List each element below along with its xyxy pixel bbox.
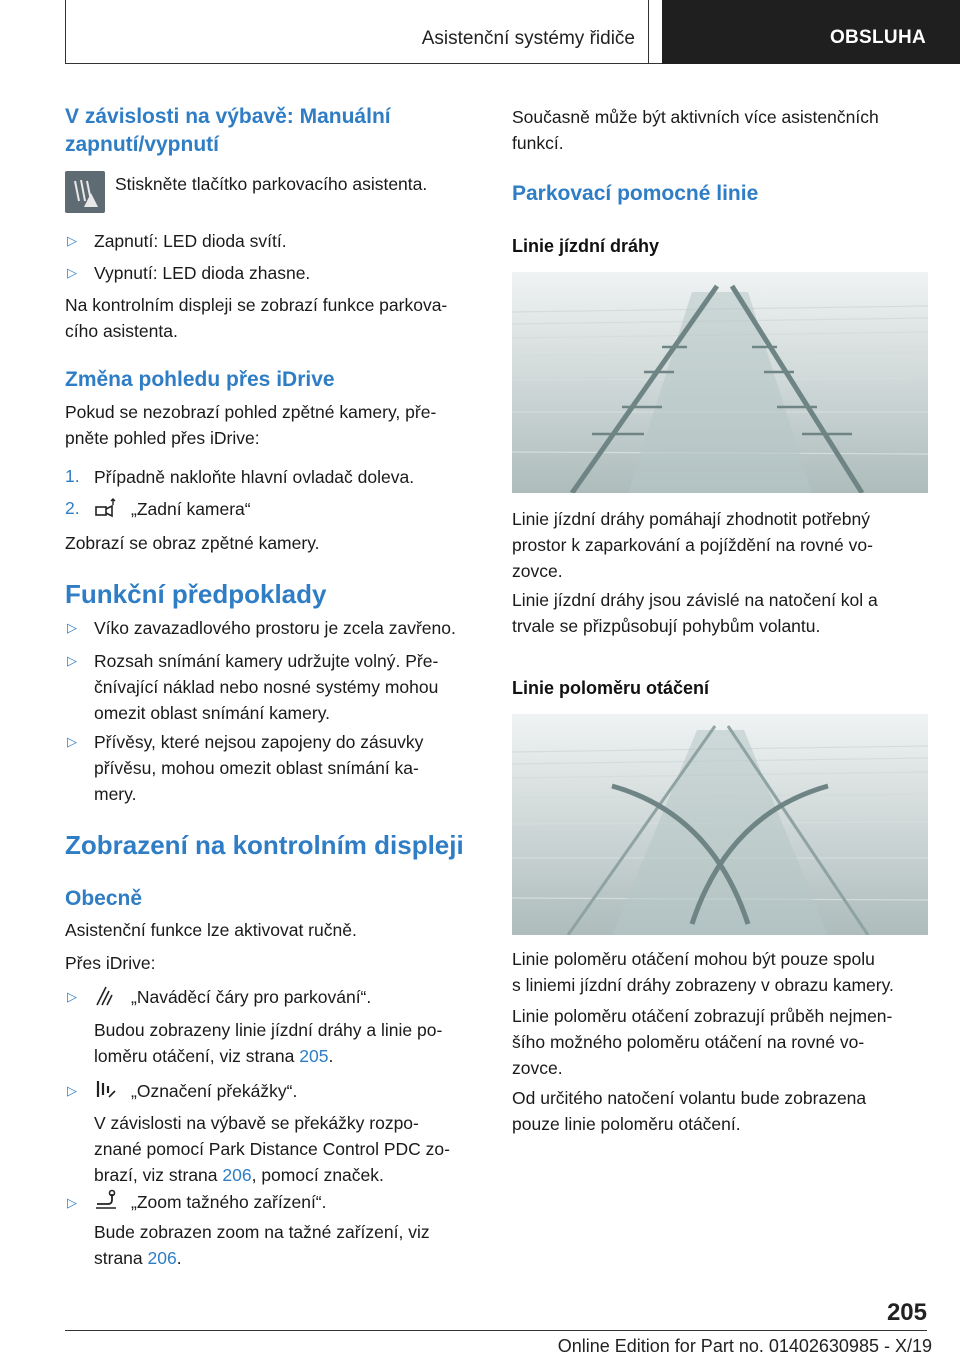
triangle-bullet-icon: ▷ <box>67 233 77 248</box>
func-req-3-line3: mery. <box>94 784 137 804</box>
turning-radius-line4: šího možného poloměru otáčení na rovné vo‐ <box>512 1032 865 1052</box>
turning-radius-line5: zovce. <box>512 1058 563 1078</box>
lane-lines-line1: Linie jízdní dráhy pomáhají zhodnotit potřebný <box>512 509 871 529</box>
option-tow-zoom-line1: Bude zobrazen zoom na tažné zařízení, viz <box>94 1222 430 1242</box>
heading-parking-lines: Parkovací pomocné linie <box>512 182 759 205</box>
chapter-tab-label: OBSLUHA <box>829 27 926 48</box>
triangle-bullet-icon: ▷ <box>67 265 77 280</box>
lane-lines-line4: Linie jízdní dráhy jsou závislé na natočení kol a <box>512 590 878 610</box>
option-obstacle-line2: znané pomocí Park Distance Control PDC zo‐ <box>94 1139 450 1159</box>
step2-text: „Zadní kamera“ <box>131 499 251 519</box>
heading-manual-onoff <box>65 103 391 159</box>
idrive-text-line1: Pokud se nezobrazí pohled zpětné kamery, pře‐ <box>65 402 437 422</box>
option-guide-lines-line1: Budou zobrazeny linie jízdní dráhy a linie po‐ <box>94 1020 443 1040</box>
bullet-led-off: Vypnutí: LED dioda zhasne. <box>94 263 311 283</box>
page-link-206[interactable]: 206 <box>222 1165 252 1185</box>
step1-number: 1. <box>65 466 80 486</box>
triangle-bullet-icon: ▷ <box>67 1083 77 1098</box>
intro-text <box>512 104 879 156</box>
obstacle-marking-icon <box>94 1077 118 1106</box>
lane-lines-text-2 <box>512 587 878 639</box>
display-text-line1: Na kontrolním displeji se zobrazí funkce parkova‐ <box>65 295 448 315</box>
press-button-text: Stiskněte tlačítko parkovacího asistenta. <box>115 174 428 194</box>
lane-lines-line3: zovce. <box>512 561 563 581</box>
page-number: 205 <box>886 1299 927 1326</box>
turning-radius-text-2 <box>512 1003 892 1081</box>
chapter-tab <box>662 0 960 64</box>
option-guide-lines-title: „Naváděcí čáry pro parkování“. <box>131 987 372 1007</box>
turning-radius-line2: s liniemi jízdní dráhy zobrazeny v obrazu kamery. <box>512 975 894 995</box>
func-req-2-line2: čnívající náklad nebo nosné systémy mohou <box>94 677 439 697</box>
option-obstacle-line3 <box>94 1162 450 1188</box>
general-text-2: Přes iDrive: <box>65 953 156 973</box>
idrive-text-line2: pněte pohled přes iDrive: <box>65 428 260 448</box>
turning-radius-line6: Od určitého natočení volantu bude zobrazena <box>512 1088 867 1108</box>
step2-number: 2. <box>65 498 80 518</box>
triangle-bullet-icon: ▷ <box>67 989 77 1004</box>
footer-divider <box>65 1330 927 1331</box>
turning-radius-text <box>512 946 894 998</box>
general-text-1: Asistenční funkce lze aktivovat ručně. <box>65 920 357 940</box>
footer-edition: Online Edition for Part no. 01402630985 - X/19 <box>557 1336 932 1356</box>
func-req-2-line1: Rozsah snímání kamery udržujte volný. Pře‐ <box>94 651 439 671</box>
option-obstacle-text <box>94 1110 450 1188</box>
func-req-3-line1: Přívěsy, které nejsou zapojeny do zásuvky <box>94 732 424 752</box>
lane-lines-text <box>512 506 873 584</box>
turning-radius-text-3 <box>512 1085 866 1137</box>
func-req-2 <box>94 648 438 726</box>
option-obstacle-line3-end: , pomocí značek. <box>251 1165 384 1185</box>
option-guide-lines-line2 <box>94 1043 442 1069</box>
heading-manual-line2: zapnutí/vypnutí <box>65 133 219 156</box>
option-tow-zoom-title: „Zoom tažného zařízení“. <box>131 1192 327 1212</box>
turning-radius-line3: Linie poloměru otáčení zobrazují průběh nejmen‐ <box>512 1006 893 1026</box>
func-req-1: Víko zavazadlového prostoru je zcela zavřeno. <box>94 618 456 638</box>
lane-lines-line2: prostor k zaparkování a pojíždění na rovné vo‐ <box>512 535 873 555</box>
triangle-bullet-icon: ▷ <box>67 734 77 749</box>
heading-manual-line1: V závislosti na výbavě: Manuální <box>65 105 391 128</box>
page-link-206[interactable]: 206 <box>147 1248 177 1268</box>
step1-text: Případně nakloňte hlavní ovladač doleva. <box>94 467 415 487</box>
option-tow-zoom-text <box>94 1219 430 1271</box>
option-tow-zoom-line2-text: strana <box>94 1248 148 1268</box>
func-req-2-line3: omezit oblast snímání kamery. <box>94 703 331 723</box>
option-obstacle-line3-text: brazí, viz strana <box>94 1165 223 1185</box>
bullet-led-on: Zapnutí: LED dioda svítí. <box>94 231 287 251</box>
display-text <box>65 292 447 344</box>
triangle-bullet-icon: ▷ <box>67 653 77 668</box>
header-border-divider <box>648 0 649 63</box>
option-obstacle-title: „Označení překážky“. <box>131 1081 298 1101</box>
parking-assistant-button-icon <box>65 171 105 213</box>
option-obstacle-line1: V závislosti na výbavě se překážky rozpo‐ <box>94 1113 419 1133</box>
option-tow-zoom-line2 <box>94 1245 430 1271</box>
section-title: Asistenční systémy řidiče <box>421 28 635 49</box>
heading-control-display: Zobrazení na kontrolním displeji <box>65 830 464 860</box>
triangle-bullet-icon: ▷ <box>67 1195 77 1210</box>
lane-lines-line5: trvale se přizpůsobují pohybům volantu. <box>512 616 821 636</box>
heading-idrive: Změna pohledu přes iDrive <box>65 368 335 391</box>
heading-general: Obecně <box>65 887 143 910</box>
triangle-bullet-icon: ▷ <box>67 620 77 635</box>
intro-text-line1: Současně může být aktivních více asistenčních <box>512 107 879 127</box>
parking-guide-lines-icon <box>94 983 118 1012</box>
lane-lines-image <box>512 272 928 493</box>
display-text-line2: cího asistenta. <box>65 321 178 341</box>
turning-radius-line1: Linie poloměru otáčení mohou být pouze spolu <box>512 949 875 969</box>
turning-radius-image <box>512 714 928 935</box>
header-border-bottom <box>65 63 662 64</box>
option-tow-zoom-line2-end: . <box>176 1248 182 1268</box>
page-link-205[interactable]: 205 <box>299 1046 329 1066</box>
func-req-3 <box>94 729 423 807</box>
heading-functional-requirements: Funkční předpoklady <box>65 579 327 609</box>
option-guide-lines-line2-end: . <box>328 1046 334 1066</box>
heading-lane-lines: Linie jízdní dráhy <box>512 236 660 256</box>
intro-text-line2: funkcí. <box>512 133 564 153</box>
turning-radius-line7: pouze linie poloměru otáčení. <box>512 1114 741 1134</box>
option-guide-lines-line2-text: loměru otáčení, viz strana <box>94 1046 300 1066</box>
header-border-left <box>65 0 66 63</box>
heading-turning-radius: Linie poloměru otáčení <box>512 678 710 698</box>
idrive-text <box>65 399 436 451</box>
camera-shown-text: Zobrazí se obraz zpětné kamery. <box>65 533 320 553</box>
rear-camera-icon <box>94 497 120 526</box>
option-guide-lines-text <box>94 1017 442 1069</box>
func-req-3-line2: přívěsu, mohou omezit oblast snímání ka‐ <box>94 758 419 778</box>
tow-hitch-zoom-icon <box>94 1188 120 1217</box>
